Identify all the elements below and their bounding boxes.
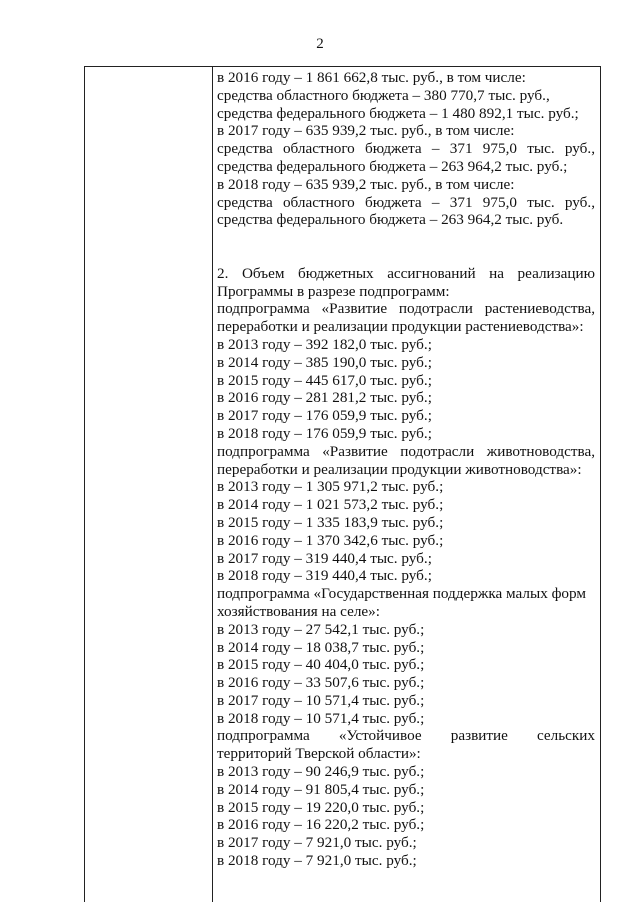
- subprogram-title-line: территорий Тверской области»:: [217, 745, 421, 763]
- column-divider: [212, 67, 213, 902]
- subprogram-title-line: подпрограмма «Устойчивое развитие сельских: [217, 727, 595, 745]
- program-table: [84, 66, 601, 902]
- year-amount-line: в 2014 году – 91 805,4 тыс. руб.;: [217, 780, 425, 798]
- section-heading-line: 2. Объем бюджетных ассигнований на реализацию: [217, 264, 595, 282]
- year-amount-line: в 2015 году – 445 617,0 тыс. руб.;: [217, 371, 432, 389]
- year-amount-line: в 2018 году – 7 921,0 тыс. руб.;: [217, 852, 417, 870]
- year-amount-line: в 2013 году – 90 246,9 тыс. руб.;: [217, 763, 425, 781]
- subprogram-title-line: переработки и реализации продукции растениеводства»:: [217, 318, 584, 336]
- year-amount-line: в 2013 году – 1 305 971,2 тыс. руб.;: [217, 478, 444, 496]
- year-amount-line: в 2015 году – 19 220,0 тыс. руб.;: [217, 798, 425, 816]
- text-line: средства федерального бюджета – 263 964,2 тыс. руб.: [217, 211, 564, 229]
- text-line: средства федерального бюджета – 1 480 892,1 тыс. руб.;: [217, 104, 579, 122]
- year-amount-line: в 2015 году – 1 335 183,9 тыс. руб.;: [217, 513, 444, 531]
- subprogram-title-line: переработки и реализации продукции животноводства»:: [217, 460, 582, 478]
- year-amount-line: в 2017 году – 176 059,9 тыс. руб.;: [217, 407, 432, 425]
- year-amount-line: в 2017 году – 319 440,4 тыс. руб.;: [217, 549, 432, 567]
- text-line: средства областного бюджета – 371 975,0 тыс. руб.,: [217, 140, 595, 158]
- year-amount-line: в 2018 году – 176 059,9 тыс. руб.;: [217, 424, 432, 442]
- paragraph-gap: [217, 247, 595, 265]
- text-line: в 2017 году – 635 939,2 тыс. руб., в том числе:: [217, 122, 515, 140]
- text-line: средства областного бюджета – 371 975,0 тыс. руб.,: [217, 193, 595, 211]
- year-amount-line: в 2018 году – 319 440,4 тыс. руб.;: [217, 567, 432, 585]
- year-amount-line: в 2017 году – 7 921,0 тыс. руб.;: [217, 834, 417, 852]
- content-cell: [217, 69, 595, 870]
- subprogram-title-line: подпрограмма «Государственная поддержка малых форм: [217, 585, 586, 603]
- section-heading-line: Программы в разрезе подпрограмм:: [217, 282, 450, 300]
- year-amount-line: в 2013 году – 27 542,1 тыс. руб.;: [217, 620, 425, 638]
- year-amount-line: в 2016 году – 1 370 342,6 тыс. руб.;: [217, 531, 444, 549]
- year-amount-line: в 2018 году – 10 571,4 тыс. руб.;: [217, 709, 425, 727]
- year-amount-line: в 2014 году – 1 021 573,2 тыс. руб.;: [217, 496, 444, 514]
- year-amount-line: в 2016 году – 281 281,2 тыс. руб.;: [217, 389, 432, 407]
- page-number: 2: [316, 36, 324, 52]
- text-line: в 2018 году – 635 939,2 тыс. руб., в том числе:: [217, 175, 515, 193]
- paragraph-gap: [217, 229, 595, 247]
- year-amount-line: в 2017 году – 10 571,4 тыс. руб.;: [217, 691, 425, 709]
- year-amount-line: в 2016 году – 33 507,6 тыс. руб.;: [217, 674, 425, 692]
- year-amount-line: в 2014 году – 385 190,0 тыс. руб.;: [217, 353, 432, 371]
- year-amount-line: в 2014 году – 18 038,7 тыс. руб.;: [217, 638, 425, 656]
- year-amount-line: в 2016 году – 16 220,2 тыс. руб.;: [217, 816, 425, 834]
- subprogram-title-line: подпрограмма «Развитие подотрасли животноводства,: [217, 442, 595, 460]
- subprogram-title-line: подпрограмма «Развитие подотрасли растениеводства,: [217, 300, 595, 318]
- text-line: в 2016 году – 1 861 662,8 тыс. руб., в том числе:: [217, 69, 526, 86]
- text-line: средства федерального бюджета – 263 964,2 тыс. руб.;: [217, 157, 568, 175]
- year-amount-line: в 2015 году – 40 404,0 тыс. руб.;: [217, 656, 425, 674]
- text-line: средства областного бюджета – 380 770,7 тыс. руб.,: [217, 86, 550, 104]
- subprogram-title-line: хозяйствования на селе»:: [217, 602, 380, 620]
- year-amount-line: в 2013 году – 392 182,0 тыс. руб.;: [217, 335, 432, 353]
